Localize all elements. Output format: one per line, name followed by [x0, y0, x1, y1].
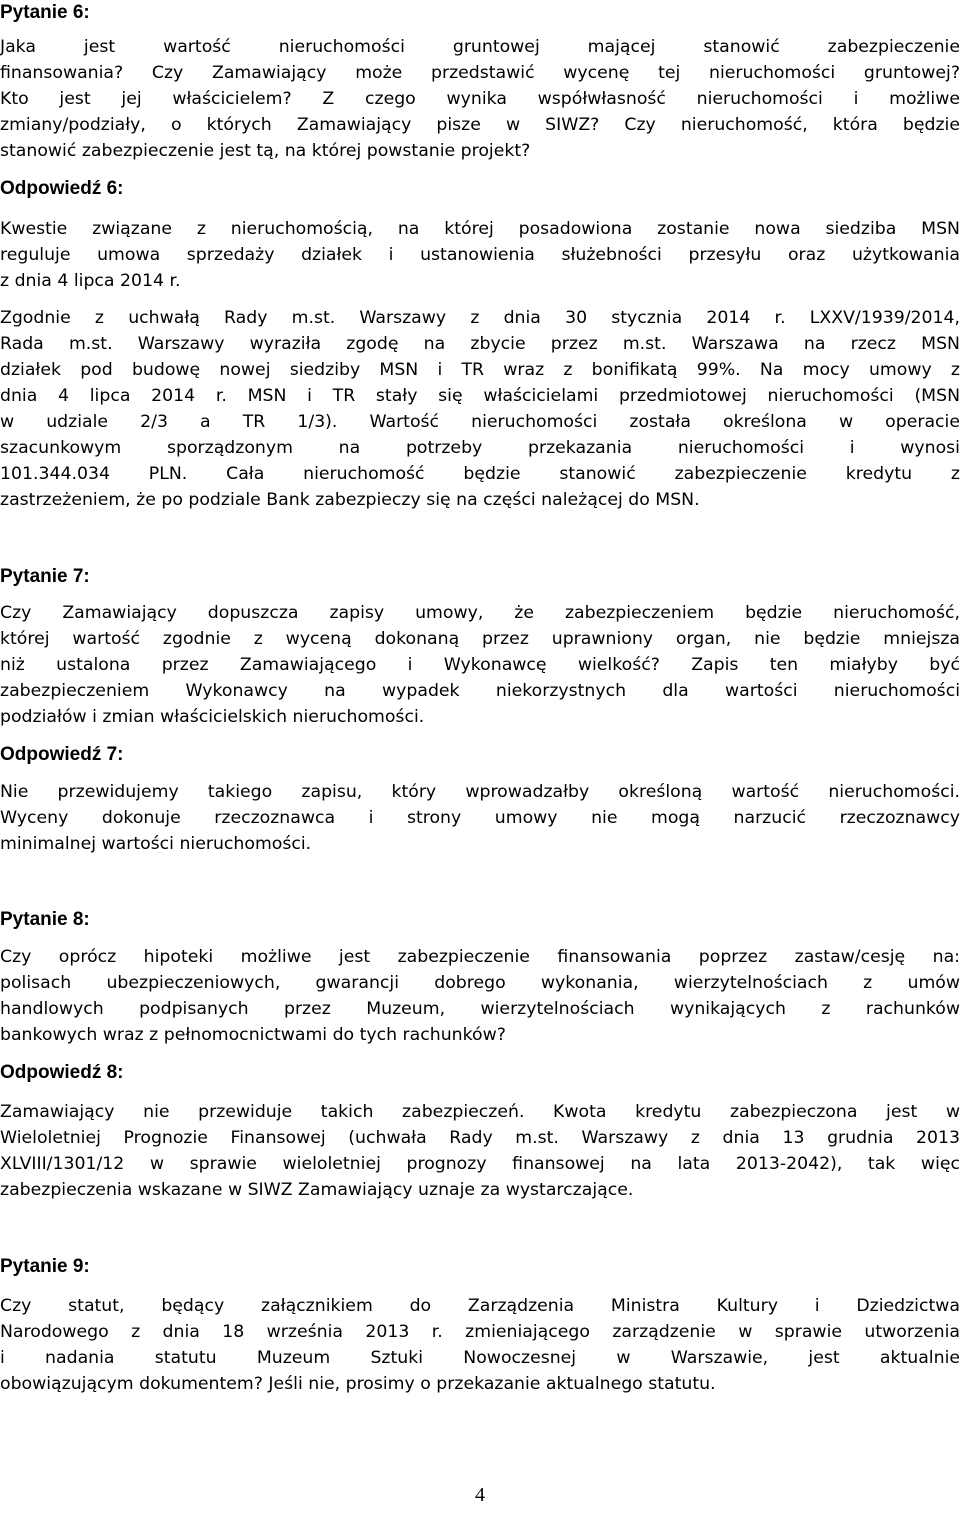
text-line: szacunkowym sporządzonym na potrzeby przekazania nieruchomości i wynosi	[0, 438, 960, 458]
text-line: której wartość zgodnie z wyceną dokonaną przez uprawniony organ, nie będzie mniejsza	[0, 629, 960, 649]
text-line: stanowić zabezpieczenie jest tą, na której powstanie projekt?	[0, 141, 531, 161]
text-line: Jaka jest wartość nieruchomości gruntowej mającej stanowić zabezpieczenie	[0, 37, 960, 57]
text-line: zabezpieczenia wskazane w SIWZ Zamawiający uznaje za wystarczające.	[0, 1180, 634, 1200]
text-line: niż ustalona przez Zamawiającego i Wykonawcę wielkość? Zapis ten miałyby być	[0, 655, 960, 675]
text-line: Czy statut, będący załącznikiem do Zarządzenia Ministra Kultury i Dziedzictwa	[0, 1296, 960, 1316]
page-number: 4	[475, 1484, 485, 1506]
question-6-heading: Pytanie 6:	[0, 2, 90, 23]
answer-6-heading: Odpowiedź 6:	[0, 178, 124, 199]
question-8-heading: Pytanie 8:	[0, 909, 90, 930]
text-line: działek pod budowę nowej siedziby MSN i TR wraz z bonifikatą 99%. Na mocy umowy z	[0, 360, 960, 380]
text-line: Zamawiający nie przewiduje takich zabezpieczeń. Kwota kredytu zabezpieczona jest w	[0, 1102, 960, 1122]
question-7-heading: Pytanie 7:	[0, 566, 90, 587]
answer-8-heading: Odpowiedź 8:	[0, 1062, 124, 1083]
answer-6-paragraph-1	[0, 216, 960, 294]
text-line: z dnia 4 lipca 2014 r.	[0, 271, 181, 291]
text-line: Wieloletniej Prognozie Finansowej (uchwała Rady m.st. Warszawy z dnia 13 grudnia 2013	[0, 1128, 960, 1148]
text-line: reguluje umowa sprzedaży działek i ustanowienia służebności przesyłu oraz użytkowania	[0, 245, 960, 265]
text-line: handlowych podpisanych przez Muzeum, wierzytelnościach wynikających z rachunków	[0, 999, 960, 1019]
text-line: zmiany/podziały, o których Zamawiający pisze w SIWZ? Czy nieruchomość, która będzie	[0, 115, 960, 135]
text-line: dnia 4 lipca 2014 r. MSN i TR stały się właścicielami przedmiotowej nieruchomości (MSN	[0, 386, 960, 406]
question-9-heading: Pytanie 9:	[0, 1256, 90, 1277]
text-line: zabezpieczeniem Wykonawcy na wypadek niekorzystnych dla wartości nieruchomości	[0, 681, 960, 701]
question-7-text	[0, 600, 960, 730]
text-line: Czy oprócz hipoteki możliwe jest zabezpieczenie finansowania poprzez zastaw/cesję na:	[0, 947, 960, 967]
question-8-text	[0, 944, 960, 1048]
text-line: bankowych wraz z pełnomocnictwami do tych rachunków?	[0, 1025, 506, 1045]
text-line: zastrzeżeniem, że po podziale Bank zabezpieczy się na części należącej do MSN.	[0, 490, 700, 510]
text-line: finansowania? Czy Zamawiający może przedstawić wycenę tej nieruchomości gruntowej?	[0, 63, 960, 83]
answer-6-paragraph-2	[0, 305, 960, 513]
text-line: obowiązującym dokumentem? Jeśli nie, prosimy o przekazanie aktualnego statutu.	[0, 1374, 716, 1394]
text-line: i nadania statutu Muzeum Sztuki Nowoczesnej w Warszawie, jest aktualnie	[0, 1348, 960, 1368]
text-line: Rada m.st. Warszawy wyraziła zgodę na zbycie przez m.st. Warszawa na rzecz MSN	[0, 334, 960, 354]
question-6-text	[0, 34, 960, 164]
text-line: Zgodnie z uchwałą Rady m.st. Warszawy z dnia 30 stycznia 2014 r. LXXV/1939/2014,	[0, 308, 960, 328]
answer-7-text	[0, 779, 960, 857]
text-line: podziałów i zmian właścicielskich nieruchomości.	[0, 707, 425, 727]
text-line: minimalnej wartości nieruchomości.	[0, 834, 312, 854]
text-line: Kwestie związane z nieruchomością, na której posadowiona zostanie nowa siedziba MSN	[0, 219, 960, 239]
answer-7-heading: Odpowiedź 7:	[0, 744, 124, 765]
text-line: 101.344.034 PLN. Cała nieruchomość będzie stanowić zabezpieczenie kredytu z	[0, 464, 960, 484]
answer-8-text	[0, 1099, 960, 1203]
text-line: Narodowego z dnia 18 września 2013 r. zmieniającego zarządzenie w sprawie utworzenia	[0, 1322, 960, 1342]
text-line: Nie przewidujemy takiego zapisu, który wprowadzałby określoną wartość nieruchomości.	[0, 782, 960, 802]
question-9-text	[0, 1293, 960, 1397]
text-line: Kto jest jej właścicielem? Z czego wynika współwłasność nieruchomości i możliwe	[0, 89, 960, 109]
text-line: XLVIII/1301/12 w sprawie wieloletniej prognozy finansowej na lata 2013-2042), tak więc	[0, 1154, 960, 1174]
text-line: Czy Zamawiający dopuszcza zapisy umowy, że zabezpieczeniem będzie nieruchomość,	[0, 603, 960, 623]
text-line: Wyceny dokonuje rzeczoznawca i strony umowy nie mogą narzucić rzeczoznawcy	[0, 808, 960, 828]
text-line: w udziale 2/3 a TR 1/3). Wartość nieruchomości została określona w operacie	[0, 412, 960, 432]
text-line: polisach ubezpieczeniowych, gwarancji dobrego wykonania, wierzytelnościach z umów	[0, 973, 960, 993]
